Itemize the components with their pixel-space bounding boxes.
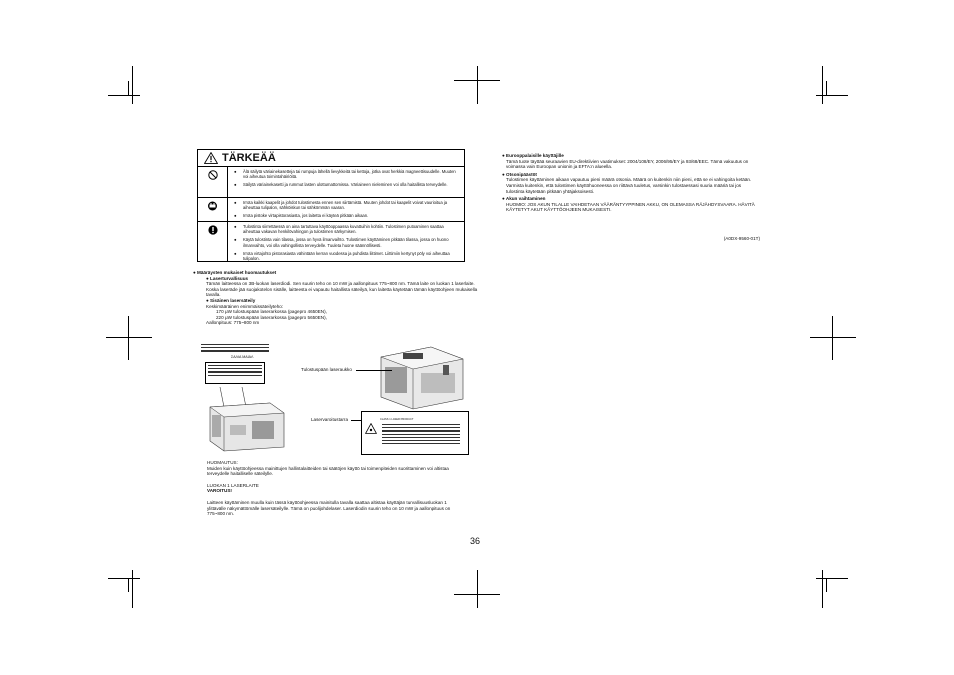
warning-box (197, 149, 465, 262)
page-number: 36 (470, 536, 481, 546)
warning-section-2 (198, 198, 464, 222)
battery-heading: ● Akun vaihtaminen (502, 196, 546, 202)
eu-heading: ● Eurooppalaisille käyttäjille (502, 153, 564, 158)
warning-triangle-icon (204, 152, 218, 164)
note-text: Muiden kuin käyttöohjeessa mainittujen hallintalaitteiden tai säätöjen käyttö tai toimenpiteiden suorittaminen voi altistaa terveydelle haitalliselle säteilylle. (207, 465, 449, 477)
laser-hazard-icon (365, 423, 377, 434)
battery-text: HUOMIO: JOS AKUN TILALLE VAIHDETAAN VÄÄRÄNTYYPPINEN AKKU, ON OLEMASSA RÄJÄHDYSVAARA. HÄVITÄ KÄYTETYT AKUT KÄYTTÖOHJEEN MUKAISESTI. (506, 201, 755, 213)
eu-text: Tämä tuote täyttää seuraavien EU-direktiivien vaatimukset: 2004/108/EY, 2006/95/EY ja 93/68/EEC. Tämä vakuutus on voimassa vain Euroopan unionin ja EFTA:n alueella. (506, 158, 749, 170)
notes-section (207, 460, 465, 517)
sticker-text: CLASS 1 LASER PRODUCT (380, 418, 414, 421)
warning-section-1 (198, 167, 464, 198)
list-item: ● Säilytä väriainekasetti ja rummut lasten ulottumattomissa. Väriaineen nieleminen voi olla haitallista terveydelle. (234, 182, 448, 188)
internal-radiation-line: Keskimääräinen enimmäissäteilyteho: (206, 303, 284, 309)
list-item: ● Älä säilytä väriainekasetteja tai rumpuja lähellä lievykkeitä tai kettoja, jotka ovat herkkiä magneettisuudelle. Muuten voi aiheutua toimintahäiriöitä. (234, 169, 456, 180)
laser-safety-heading: ● Laserturvallisuus (206, 275, 249, 281)
print-head-label: Tulostuspään laseraukko (301, 367, 352, 372)
no-symbol-icon (208, 170, 218, 180)
regulations-heading: ● Määräysten mukaiset huomautukset (193, 270, 277, 275)
exclamation-icon (208, 225, 218, 235)
ozone-heading: ● Otsonipäästöt (502, 171, 537, 177)
internal-radiation-line: 220 μW tulostuspään laserarkossa (pagepro 5650EN), (216, 314, 327, 320)
document-code: (A0DX-9560-01T) (723, 236, 760, 241)
warning-text: Laitteen käyttäminen muulla kuin tässä käyttöohjeessa mainitulla tavalla saattaa altistaa käyttäjän turvallisuusluokan 1 ylittävälle näkymättömälle lasersäteilylle. Tämä on puolijohdelaser. Laserdiodin suurin teho on 10 mW ja aallonpituus on 775~800 nm. (207, 499, 451, 517)
regulations-section (193, 270, 478, 326)
class-label: LUOKAN 1 LASERLAITE (207, 482, 259, 488)
warning-section-3 (198, 222, 464, 262)
label-plate (199, 342, 271, 388)
laser-safety-text: Tämän laitteessa on 3B-luokan laserdiodi. Sen suurin teho on 10 mW ja aallonpituus 775~800 nm. Tämä laite on luokan 1 laserlaite. Koska laseräde jää suojakotelon sisälle, laitteesta ei vapautu haitallista säteilyä, kun laitetta käytetään tämän käyttöohjeen mukaisella tavalla. (206, 281, 478, 298)
internal-radiation-heading: ● Sisäinen lasersäteily (206, 297, 256, 303)
warning-box-title: TÄRKEÄÄ (222, 152, 276, 164)
label-plate-text: ΣΑΛΙΑ ΜΑΙΑΛ (231, 355, 254, 359)
list-item: ● Irrota pistoke virtapistorasiasta, jos laitetta ei käyteä pitkään aikaan. (234, 213, 369, 219)
warning-heading: VAROITUS! (207, 488, 232, 494)
list-item: ● Irrota kaikki kaapelit ja johdot tulostimesta ennen sen siirtämistä. Muuten johdot tai kaapelit voivat vaurioitua ja aiheuttaa tulipalon, sähköiskun tai sähkömmän vaaran. (234, 200, 448, 211)
laser-warning-sticker (361, 411, 469, 455)
ozone-text: Tulostimen käyttäminen aikaan vapautuu pieni määrä otsonia. Määrä on kuitenkin niin pieni, että se ei vahingoita ketään. Varmista kuitenkin, että tulostimen käyttöhuoneessa on riittävä tuuletus, varsinkin tulostaessasi suuria määriä tai jos tulostinta käytetään pitkään yhtäjaksoisesti. (506, 177, 752, 194)
note-heading: HUOMAUTUS: (207, 460, 238, 465)
printer-back-illustration (200, 385, 290, 455)
warning-box-header (198, 150, 464, 167)
laser-warning-label: Laservaroitustarra (311, 417, 349, 422)
unplug-icon (207, 201, 218, 211)
class-label-sticker (205, 362, 265, 384)
right-column (502, 153, 760, 213)
printer-front-illustration (373, 343, 468, 413)
internal-radiation-line: 170 μW tulostuspään laserarkossa (pagepro 4650EN), (216, 309, 327, 315)
list-item: ● Irrota virtajohto pistorasiasta vähintään kerran vuodessa ja puhdista liittimet. Liittimiin kertynyt pöly voi aiheuttaa tulipalon. (234, 250, 450, 262)
list-item: ● Tulostinta siirrettäessä on aina tartuttava käyttöoppaassa kuvattuihin kohtiin. Tulostimen putoaminen saattaa aiheuttaa vakavan henkilövahingon ja tulostimen särkymisen. (234, 224, 444, 235)
internal-radiation-line: Aallonpituus: 775~800 nm (206, 320, 260, 326)
list-item: ● Käytä tulostinta vain tilassa, jossa on hyvä ilmanvaihto. Tulostimen käyttäminen pitkään tilassa, jossa on huono ilmanvaihto, voi olla vahingollista terveydelle. Tuuleta huone säännöllisesti. (234, 237, 449, 248)
